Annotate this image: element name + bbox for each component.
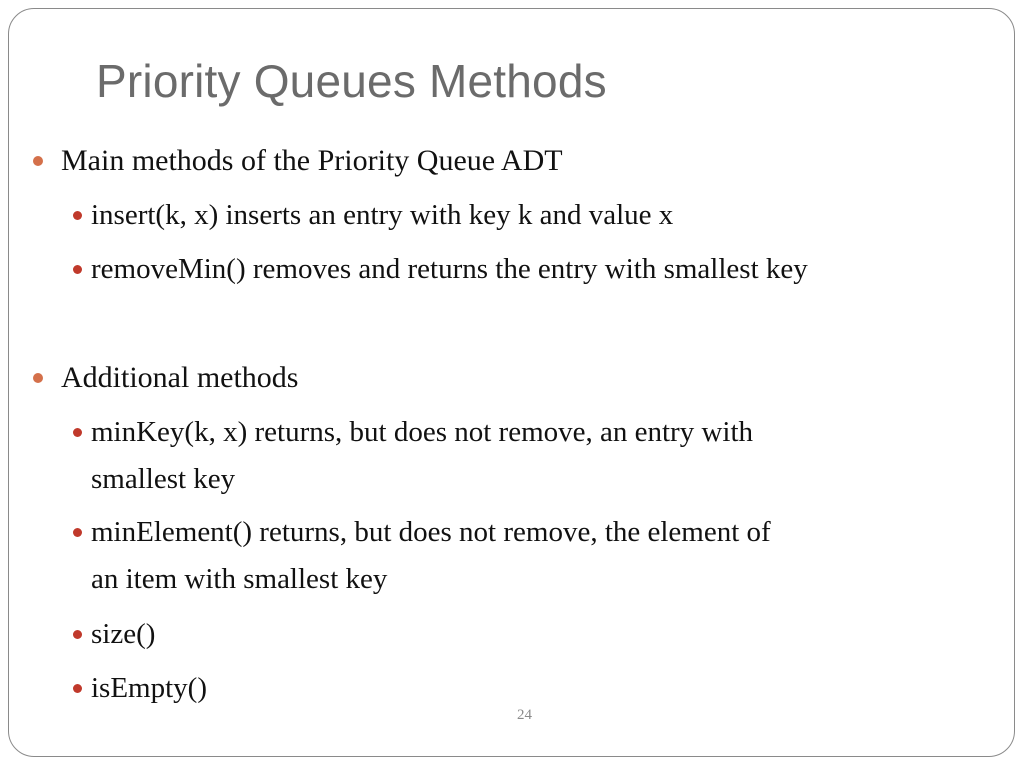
bullet-additional-methods	[61, 361, 298, 395]
sub-bullet-size	[91, 618, 155, 651]
sub-bullet-removemin	[91, 253, 808, 286]
bullet-dot-icon	[33, 156, 43, 166]
page-number: 24	[517, 707, 532, 723]
bullet-dot-icon	[73, 211, 82, 220]
sub-bullet-text: isEmpty()	[91, 672, 207, 704]
sub-bullet-text: size()	[91, 618, 156, 650]
sub-bullet-text: minElement() returns, but does not remove, the element of	[91, 516, 771, 548]
sub-bullet-minkey	[91, 416, 753, 449]
sub-bullet-minkey-continuation: smallest key	[91, 463, 236, 495]
sub-bullet-minelement	[91, 516, 771, 549]
sub-bullet-insert	[91, 199, 673, 232]
bullet-main-methods	[61, 144, 563, 178]
bullet-dot-icon	[73, 528, 82, 537]
slide-title: Priority Queues Methods	[96, 55, 607, 107]
bullet-dot-icon	[73, 630, 82, 639]
bullet-dot-icon	[73, 684, 82, 693]
sub-bullet-isempty	[91, 672, 207, 705]
sub-bullet-minelement-continuation: an item with smallest key	[91, 563, 388, 595]
sub-bullet-text: minKey(k, x) returns, but does not remove, an entry with	[91, 416, 754, 448]
bullet-dot-icon	[33, 373, 43, 383]
sub-bullet-text: insert(k, x) inserts an entry with key k and value x	[91, 199, 674, 231]
bullet-dot-icon	[73, 428, 82, 437]
bullet-text: Additional methods	[61, 361, 299, 394]
sub-bullet-text: removeMin() removes and returns the entry with smallest key	[91, 253, 808, 285]
bullet-text: Main methods of the Priority Queue ADT	[61, 144, 563, 177]
bullet-dot-icon	[73, 265, 82, 274]
